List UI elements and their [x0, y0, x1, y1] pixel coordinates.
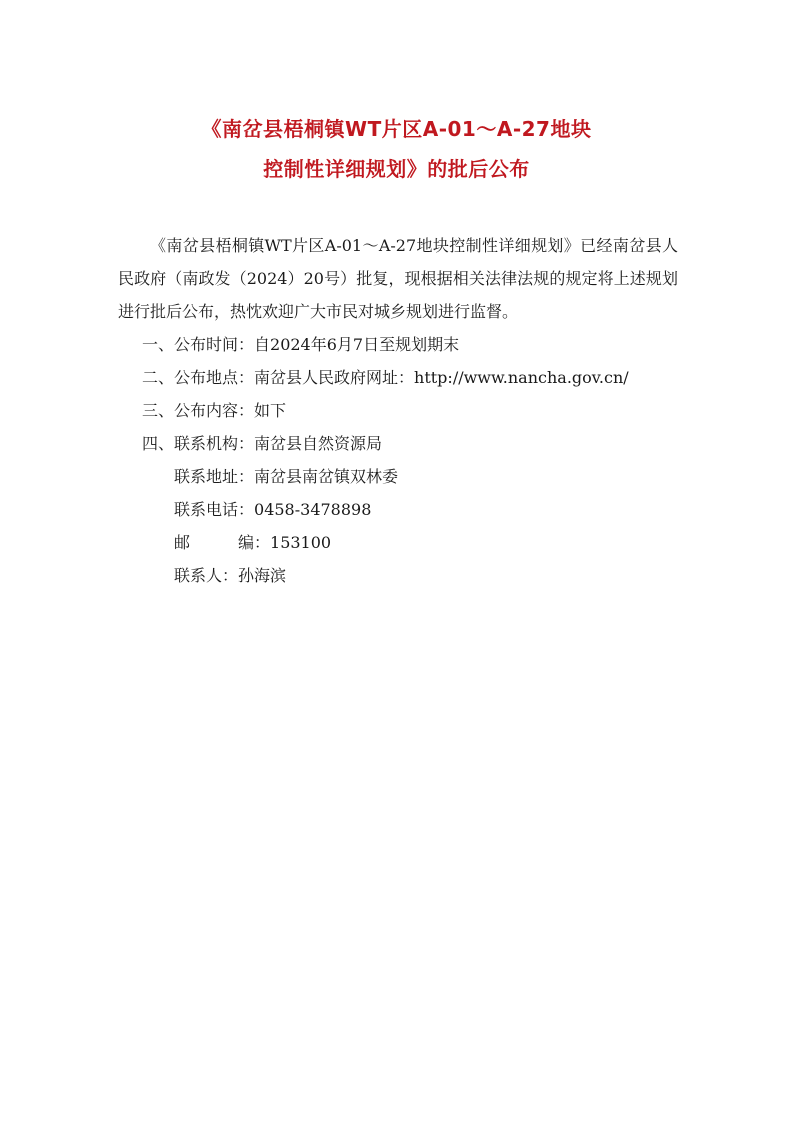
contact-value: 南岔县南岔镇双林委	[254, 467, 399, 486]
document-body	[118, 229, 678, 592]
contact-value: 孙海滨	[238, 566, 287, 585]
contact-postcode	[118, 526, 678, 559]
intro-paragraph: 《南岔县梧桐镇WT片区A-01～A-27地块控制性详细规划》已经南岔县人民政府（南政发（2024）20号）批复，现根据相关法律法规的规定将上述规划进行批后公布，热忱欢迎广大市民对城乡规划进行监督。	[118, 236, 678, 321]
contact-person	[118, 559, 678, 592]
contact-value: 153100	[270, 533, 332, 552]
title-line-1: 《南岔县梧桐镇WT片区A-01～A-27地块	[201, 117, 592, 141]
item-value-website: 南岔县人民政府网址：http://www.nancha.gov.cn/	[254, 368, 629, 387]
contact-address	[118, 460, 678, 493]
item-contact-org	[118, 427, 678, 460]
item-publish-place	[118, 361, 678, 394]
title-line-2: 控制性详细规划》的批后公布	[263, 157, 530, 181]
item-label: 四、联系机构：	[142, 434, 255, 453]
item-publish-time	[118, 328, 678, 361]
contact-label-a: 邮	[174, 533, 191, 552]
item-label: 三、公布内容：	[142, 401, 255, 420]
item-value: 南岔县自然资源局	[254, 434, 383, 453]
contact-label: 联系电话：	[174, 500, 255, 519]
contact-value: 0458-3478898	[254, 500, 372, 519]
item-label: 一、公布时间：	[142, 335, 255, 354]
contact-phone	[118, 493, 678, 526]
contact-label: 联系地址：	[174, 467, 255, 486]
item-value: 如下	[254, 401, 287, 420]
contact-label-b: 编：	[238, 533, 271, 552]
item-publish-content	[118, 394, 678, 427]
item-label: 二、公布地点：	[142, 368, 255, 387]
item-value: 自2024年6月7日至规划期末	[254, 335, 460, 354]
contact-label: 联系人：	[174, 566, 239, 585]
